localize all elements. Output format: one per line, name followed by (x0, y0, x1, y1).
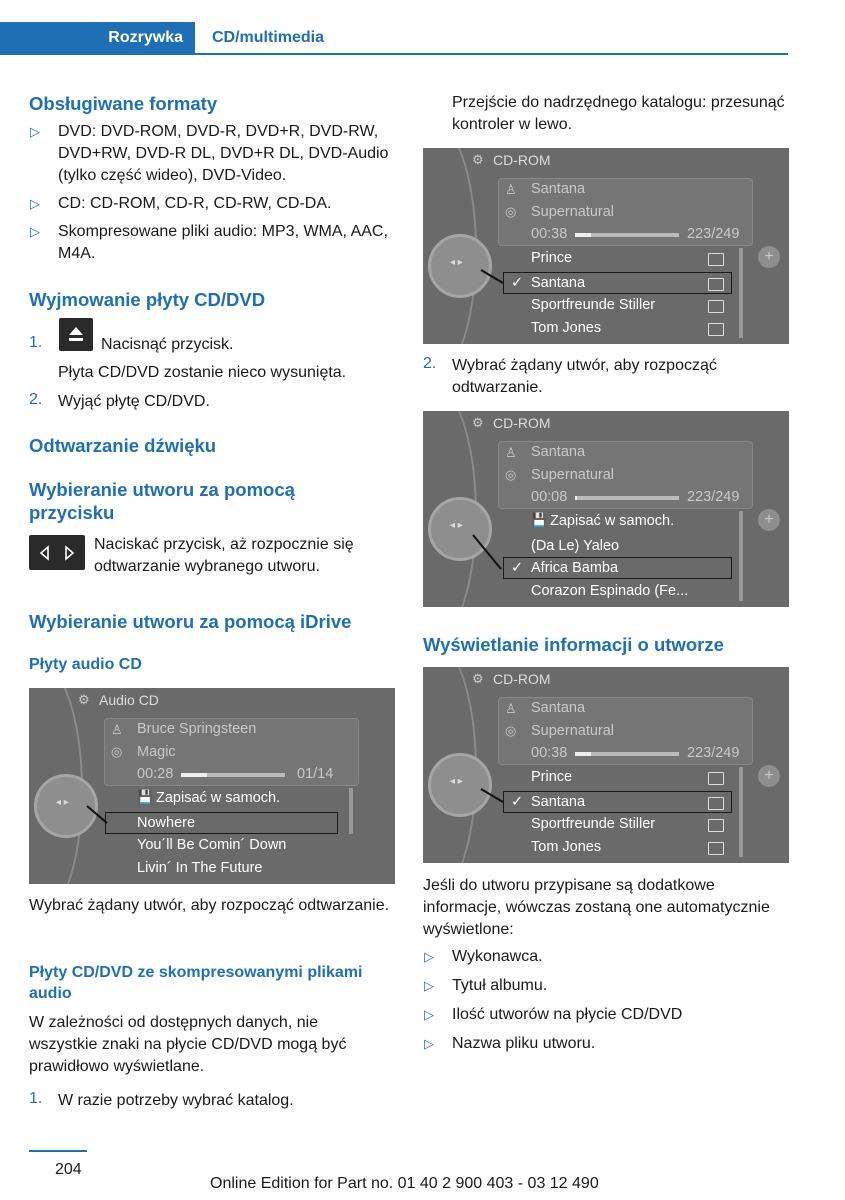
pointer-line (423, 148, 789, 344)
check-icon: ✓ (511, 275, 524, 291)
compressed-heading: Płyty CD/DVD ze skompresowanymi plikami audio (29, 964, 363, 1002)
formats-heading: Obsługiwane formaty (29, 93, 218, 114)
media-icon: ⚙ (472, 415, 484, 430)
list-item: ▷ Tytuł albumu. (424, 977, 548, 994)
track-item[interactable]: Livin´ In The Future (137, 860, 263, 876)
artist-icon: ♙ (111, 722, 123, 737)
scrollbar[interactable] (739, 248, 743, 338)
pointer-line (423, 411, 789, 607)
audio-cd-heading: Płyty audio CD (29, 656, 142, 673)
media-icon: ⚙ (472, 671, 484, 686)
select-idrive-heading: Wybieranie utworu za pomocą iDrive (29, 611, 352, 632)
controller-knob[interactable]: ◂ ▸ (428, 234, 492, 298)
formats-list (29, 121, 401, 265)
folder-item[interactable]: Santana (531, 275, 586, 291)
list-item-text: Wykonawca. (452, 948, 543, 965)
media-icon: ⚙ (78, 692, 90, 707)
eject-button[interactable] (59, 318, 93, 351)
media-icon: ⚙ (472, 152, 484, 167)
artist-icon: ♙ (505, 445, 517, 460)
elapsed-time: 00:38 (531, 745, 568, 761)
idrive-screen-cdrom-info (423, 667, 789, 863)
list-item: ▷ Nazwa pliku utworu. (424, 1035, 596, 1052)
list-item: ▷ Wykonawca. (424, 948, 543, 965)
step-number: 2. (423, 355, 437, 372)
step-text: Wybrać żądany utwór, aby rozpocząć odtwarzanie. (452, 357, 717, 396)
info-list (423, 946, 789, 1055)
elapsed-time: 00:28 (137, 766, 174, 782)
list-item-text: Nazwa pliku utworu. (452, 1035, 596, 1052)
track-number: 223/249 (687, 745, 740, 761)
step-number: 1. (29, 1090, 43, 1107)
artist-icon: ♙ (505, 182, 517, 197)
list-item-text: Tytuł albumu. (452, 977, 548, 994)
screen-title: Audio CD (99, 692, 159, 708)
step-text: Wyjąć płytę CD/DVD. (58, 393, 210, 410)
folder-item[interactable]: Tom Jones (531, 839, 602, 855)
track-number: 223/249 (687, 226, 740, 242)
remove-steps (29, 332, 401, 422)
step-number: 2. (29, 391, 43, 408)
screen-title: CD-ROM (493, 152, 551, 168)
track-item[interactable]: Corazon Espinado (Fe... (531, 583, 689, 599)
idrive-screen-cdrom-tracks (423, 411, 789, 607)
list-item: ▷ DVD: DVD-ROM, DVD-R, DVD+R, DVD-RW, DVD+RW, DVD-R DL, DVD+R DL, DVD-Audio (tylko część wideo), DVD-Video. (30, 123, 389, 184)
track-number: 223/249 (687, 489, 740, 505)
remove-heading: Wyjmowanie płyty CD/DVD (29, 289, 266, 310)
folder-item[interactable]: Santana (531, 794, 586, 810)
step-text: W razie potrzeby wybrać katalog. (58, 1092, 294, 1109)
section-tab (0, 22, 195, 55)
folder-item[interactable]: Prince (531, 250, 573, 266)
check-icon: ✓ (511, 794, 524, 810)
page-header (0, 22, 845, 56)
save-icon: 💾 (137, 789, 154, 804)
list-item: ▷ Ilość utworów na płycie CD/DVD (424, 1006, 683, 1023)
controller-knob[interactable]: ◂ ▸ (34, 774, 98, 838)
controller-knob[interactable]: ◂ ▸ (428, 497, 492, 561)
list-item-text: Ilość utworów na płycie CD/DVD (452, 1006, 683, 1023)
elapsed-time: 00:08 (531, 489, 568, 505)
save-in-car[interactable]: Zapisać w samoch. (156, 790, 281, 806)
compressed-text: W zależności od dostępnych danych, nie wszystkie znaki na płycie CD/DVD mogą być prawidłowo wyświetlane. (29, 1014, 347, 1075)
check-icon: ✓ (511, 560, 524, 576)
album-icon: ◎ (505, 467, 517, 482)
list-item: ▷ Skompresowane pliki audio: MP3, WMA, AAC, M4A. (30, 223, 388, 262)
folder-item[interactable]: Prince (531, 769, 573, 785)
idrive-screen-audio-cd (29, 688, 395, 884)
pointer-line (423, 667, 789, 863)
step-text: Nacisnąć przycisk. (101, 336, 234, 353)
idrive-screen-cdrom (423, 148, 789, 344)
album-name: Supernatural (531, 467, 615, 483)
screen-title: CD-ROM (493, 415, 551, 431)
track-number: 01/14 (297, 766, 334, 782)
artist-name: Santana (531, 444, 586, 460)
page-number: 204 (55, 1161, 82, 1178)
step-note: Płyta CD/DVD zostanie nieco wysunięta. (58, 364, 347, 381)
save-in-car[interactable]: Zapisać w samoch. (550, 513, 675, 529)
list-item-text: DVD: DVD-ROM, DVD-R, DVD+R, DVD-RW, DVD+RW, DVD-R DL, DVD+R DL, DVD-Audio (tylko część wideo), DVD-Video. (58, 123, 389, 184)
pointer-line (29, 688, 395, 884)
track-item[interactable]: You´ll Be Comin´ Down (137, 837, 287, 853)
album-name: Magic (137, 744, 176, 760)
select-track-step (423, 355, 789, 403)
album-icon: ◎ (111, 744, 123, 759)
folder-item[interactable]: Sportfreunde Stiller (531, 297, 656, 313)
album-icon: ◎ (505, 723, 517, 738)
prev-next-icon (29, 535, 85, 570)
artist-name: Santana (531, 700, 586, 716)
info-text: Jeśli do utworu przypisane są dodatkowe informacje, wówczas zostaną one automatycznie wyświetlone: (423, 877, 770, 938)
scrollbar[interactable] (739, 767, 743, 857)
eject-icon (59, 318, 93, 351)
save-icon: 💾 (531, 512, 548, 527)
playback-heading: Odtwarzanie dźwięku (29, 435, 217, 456)
section-label: Rozrywka (108, 29, 183, 46)
controller-knob[interactable]: ◂ ▸ (428, 753, 492, 817)
screen-title: CD-ROM (493, 671, 551, 687)
track-item[interactable]: Nowhere (137, 815, 196, 831)
track-arrows-button[interactable] (29, 535, 85, 570)
list-item-text: Skompresowane pliki audio: MP3, WMA, AAC, M4A. (58, 223, 388, 262)
info-heading: Wyświetlanie informacji o utworze (423, 634, 724, 655)
list-item-text: CD: CD-ROM, CD-R, CD-RW, CD-DA. (58, 195, 332, 212)
select-button-heading: Wybieranie utworu za pomocą przycisku (29, 479, 295, 523)
header-rule (195, 53, 788, 55)
elapsed-time: 00:38 (531, 226, 568, 242)
subsection-label: CD/multimedia (212, 29, 325, 46)
artist-name: Santana (531, 181, 586, 197)
album-name: Supernatural (531, 723, 615, 739)
after-screen-text: Wybrać żądany utwór, aby rozpocząć odtwarzanie. (29, 897, 390, 914)
album-name: Supernatural (531, 204, 615, 220)
edition-note: Online Edition for Part no. 01 40 2 900 403 - 03 12 490 (210, 1175, 599, 1192)
scrollbar[interactable] (739, 511, 743, 601)
album-icon: ◎ (505, 204, 517, 219)
artist-name: Bruce Springsteen (137, 721, 257, 737)
add-icon[interactable]: + (758, 509, 780, 531)
footer-rule (29, 1150, 87, 1152)
list-item: ▷ CD: CD-ROM, CD-R, CD-RW, CD-DA. (30, 195, 332, 212)
parent-dir-text: Przejście do nadrzędnego katalogu: przesunąć kontroler w lewo. (452, 94, 785, 133)
folder-item[interactable]: Sportfreunde Stiller (531, 816, 656, 832)
track-item[interactable]: Africa Bamba (531, 560, 619, 576)
step-number: 1. (29, 334, 43, 351)
track-item[interactable]: (Da Le) Yaleo (531, 538, 620, 554)
add-icon[interactable]: + (758, 765, 780, 787)
scrollbar[interactable] (349, 788, 353, 834)
folder-item[interactable]: Tom Jones (531, 320, 602, 336)
artist-icon: ♙ (505, 701, 517, 716)
select-button-text: Naciskać przycisk, aż rozpocznie się odtwarzanie wybranego utworu. (94, 536, 354, 575)
catalog-step (29, 1090, 401, 1114)
add-icon[interactable]: + (758, 246, 780, 268)
